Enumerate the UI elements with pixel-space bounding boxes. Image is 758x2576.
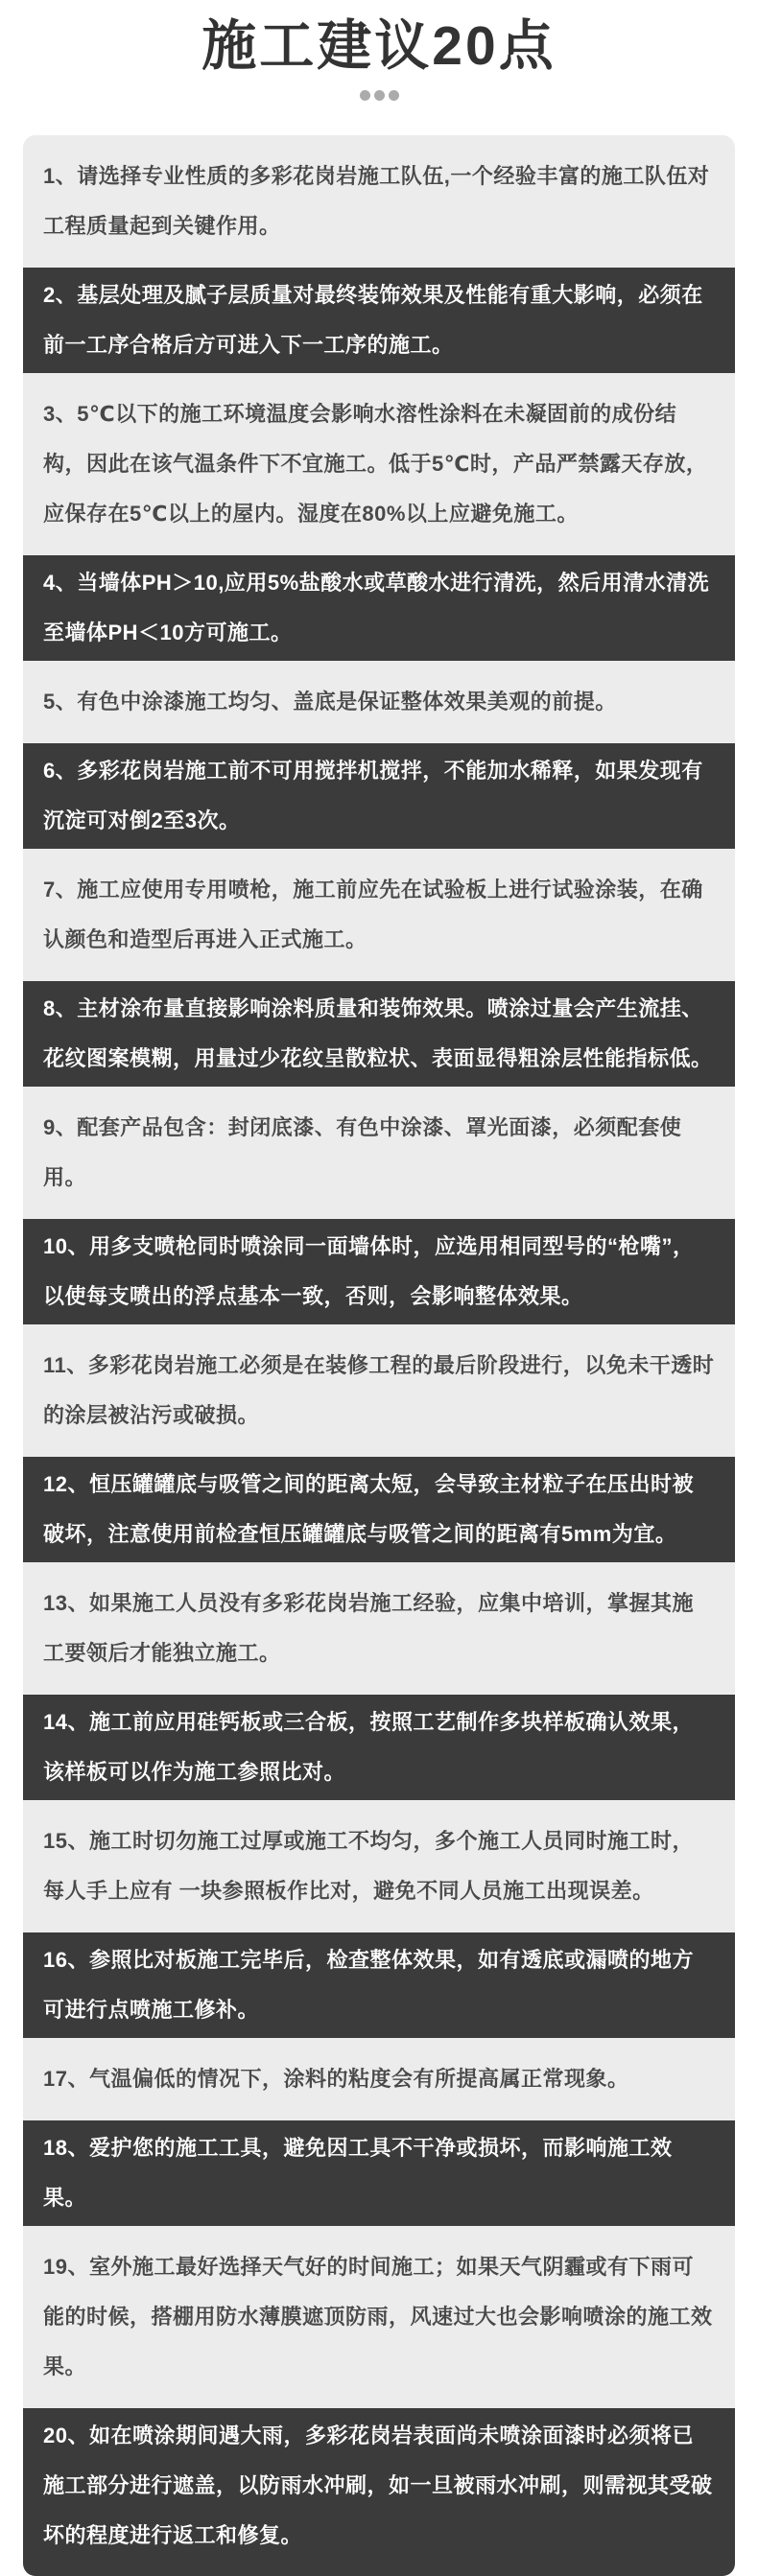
list-item: 18、爱护您的施工工具，避免因工具不干净或损坏，而影响施工效果。 bbox=[23, 2120, 735, 2226]
list-item: 20、如在喷涂期间遇大雨，多彩花岗岩表面尚未喷涂面漆时必须将已施工部分进行遮盖，以防雨水冲刷，如一旦被雨水冲刷，则需视其受破坏的程度进行返工和修复。 bbox=[23, 2408, 735, 2576]
list-item: 1、请选择专业性质的多彩花岗岩施工队伍,一个经验丰富的施工队伍对工程质量起到关键作用。 bbox=[23, 135, 735, 268]
list-item: 15、施工时切勿施工过厚或施工不均匀，多个施工人员同时施工时，每人手上应有 一块参照板作比对，避免不同人员施工出现误差。 bbox=[23, 1800, 735, 1932]
list-item: 4、当墙体PH＞10,应用5%盐酸水或草酸水进行清洗，然后用清水清洗至墙体PH＜10方可施工。 bbox=[23, 555, 735, 661]
list-item: 5、有色中涂漆施工均匀、盖底是保证整体效果美观的前提。 bbox=[23, 661, 735, 743]
list-item: 13、如果施工人员没有多彩花岗岩施工经验，应集中培训，掌握其施工要领后才能独立施工。 bbox=[23, 1562, 735, 1695]
list-item: 17、气温偏低的情况下，涂料的粘度会有所提高属正常现象。 bbox=[23, 2038, 735, 2120]
list-item: 10、用多支喷枪同时喷涂同一面墙体时，应选用相同型号的“枪嘴”，以使每支喷出的浮点基本一致，否则，会影响整体效果。 bbox=[23, 1219, 735, 1324]
list-item: 14、施工前应用硅钙板或三合板，按照工艺制作多块样板确认效果，该样板可以作为施工参照比对。 bbox=[23, 1695, 735, 1800]
list-item: 16、参照比对板施工完毕后，检查整体效果，如有透底或漏喷的地方可进行点喷施工修补。 bbox=[23, 1932, 735, 2038]
dot-icon bbox=[374, 90, 385, 101]
list-item: 12、恒压罐罐底与吸管之间的距离太短，会导致主材粒子在压出时被破坏，注意使用前检查恒压罐罐底与吸管之间的距离有5mm为宜。 bbox=[23, 1457, 735, 1562]
list-item: 2、基层处理及腻子层质量对最终装饰效果及性能有重大影响，必须在前一工序合格后方可进入下一工序的施工。 bbox=[23, 268, 735, 373]
suggestion-list bbox=[23, 135, 735, 2576]
list-item: 9、配套产品包含：封闭底漆、有色中涂漆、罩光面漆，必须配套使用。 bbox=[23, 1087, 735, 1219]
dot-icon bbox=[360, 90, 370, 101]
list-item: 11、多彩花岗岩施工必须是在装修工程的最后阶段进行，以免未干透时的涂层被沾污或破损。 bbox=[23, 1324, 735, 1457]
dot-icon bbox=[389, 90, 399, 101]
list-item: 3、5℃以下的施工环境温度会影响水溶性涂料在未凝固前的成份结构，因此在该气温条件下不宜施工。低于5℃时，产品严禁露天存放，应保存在5℃以上的屋内。湿度在80%以上应避免施工。 bbox=[23, 373, 735, 555]
page-title: 施工建议20点 bbox=[201, 15, 557, 77]
list-item: 7、施工应使用专用喷枪，施工前应先在试验板上进行试验涂装，在确认颜色和造型后再进入正式施工。 bbox=[23, 849, 735, 981]
list-item: 8、主材涂布量直接影响涂料质量和装饰效果。喷涂过量会产生流挂、花纹图案模糊，用量过少花纹呈散粒状、表面显得粗涂层性能指标低。 bbox=[23, 981, 735, 1087]
list-item: 19、室外施工最好选择天气好的时间施工；如果天气阴霾或有下雨可能的时候，搭棚用防水薄膜遮顶防雨，风速过大也会影响喷涂的施工效果。 bbox=[23, 2226, 735, 2408]
list-item: 6、多彩花岗岩施工前不可用搅拌机搅拌，不能加水稀释，如果发现有沉淀可对倒2至3次。 bbox=[23, 743, 735, 849]
title-divider-dots bbox=[0, 90, 758, 106]
